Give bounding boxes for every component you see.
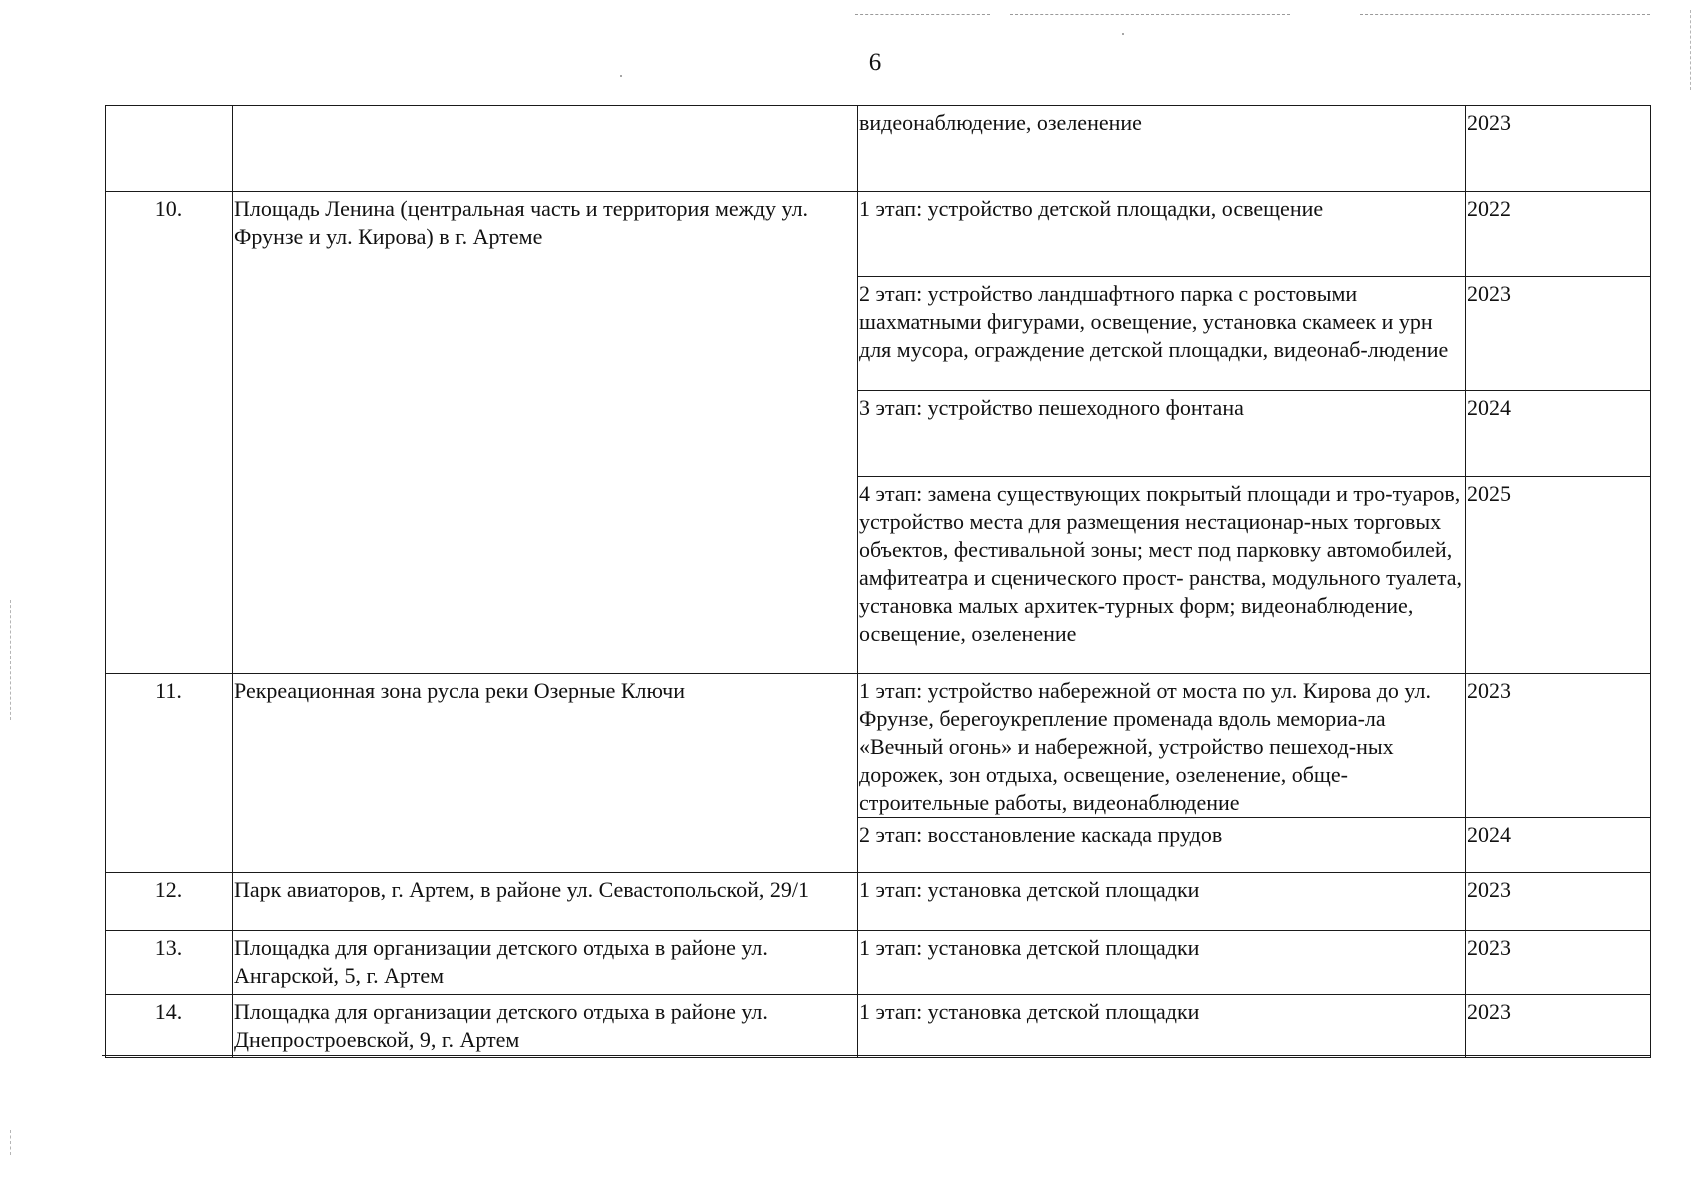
scan-artifact [1122, 33, 1124, 35]
work-description-cell: 1 этап: устройство детской площадки, освещение [858, 192, 1466, 277]
scan-artifact [1360, 14, 1650, 15]
work-description-cell: 1 этап: установка детской площадки [858, 873, 1466, 931]
table-row [106, 106, 1651, 192]
work-description-cell: видеонаблюдение, озеленение [858, 106, 1466, 192]
row-number-cell: 10. [106, 192, 233, 674]
work-description-cell: 1 этап: установка детской площадки [858, 931, 1466, 995]
page-number: 6 [868, 49, 882, 76]
year-cell: 2022 [1466, 192, 1651, 277]
registry-table [105, 105, 1651, 1058]
year-cell: 2024 [1466, 391, 1651, 477]
row-number-cell [106, 106, 233, 192]
table-bottom-rule [102, 1055, 1650, 1056]
object-name-cell: Рекреационная зона русла реки Озерные Ключи [233, 674, 858, 873]
row-number-cell: 14. [106, 995, 233, 1058]
year-cell: 2023 [1466, 277, 1651, 391]
work-description-cell: 4 этап: замена существующих покрытый площади и тро-туаров, устройство места для размещения нестационар-ных торговых объектов, фестивальной зоны; мест под парковку автомобилей, амфитеатра и сценического прост- ранства, модульного туалета, установка малых архитек-турных форм; видеонаблюдение, освещение, озеленение [858, 477, 1466, 674]
year-cell: 2023 [1466, 931, 1651, 995]
year-cell: 2023 [1466, 995, 1651, 1058]
table-row [106, 873, 1651, 931]
year-cell: 2023 [1466, 873, 1651, 931]
object-name-cell: Площадка для организации детского отдыха в районе ул. Днепростроевской, 9, г. Артем [233, 995, 858, 1058]
table-row [106, 931, 1651, 995]
table-row [106, 995, 1651, 1058]
work-description-cell: 1 этап: установка детской площадки [858, 995, 1466, 1058]
scan-artifact [10, 1130, 11, 1155]
work-description-cell: 1 этап: устройство набережной от моста по ул. Кирова до ул. Фрунзе, берегоукрепление променада вдоль мемориа-ла «Вечный огонь» и набережной, устройство пешеход-ных дорожек, зон отдыха, освещение, озеленение, обще-строительные работы, видеонаблюдение [858, 674, 1466, 818]
year-cell: 2024 [1466, 818, 1651, 873]
table-row [106, 192, 1651, 277]
work-description-cell: 2 этап: восстановление каскада прудов [858, 818, 1466, 873]
scan-artifact [10, 600, 11, 720]
year-cell: 2023 [1466, 674, 1651, 818]
work-description-cell: 3 этап: устройство пешеходного фонтана [858, 391, 1466, 477]
object-name-cell: Парк авиаторов, г. Артем, в районе ул. Севастопольской, 29/1 [233, 873, 858, 931]
row-number-cell: 12. [106, 873, 233, 931]
row-number-cell: 11. [106, 674, 233, 873]
row-number-cell: 13. [106, 931, 233, 995]
scan-artifact [855, 14, 990, 15]
object-name-cell: Площадь Ленина (центральная часть и территория между ул. Фрунзе и ул. Кирова) в г. Артеме [233, 192, 858, 674]
year-cell: 2023 [1466, 106, 1651, 192]
year-cell: 2025 [1466, 477, 1651, 674]
work-description-cell: 2 этап: устройство ландшафтного парка с ростовыми шахматными фигурами, освещение, установка скамеек и урн для мусора, ограждение детской площадки, видеонаб-людение [858, 277, 1466, 391]
scan-artifact [1010, 14, 1290, 15]
table-row [106, 674, 1651, 818]
object-name-cell [233, 106, 858, 192]
object-name-cell: Площадка для организации детского отдыха в районе ул. Ангарской, 5, г. Артем [233, 931, 858, 995]
